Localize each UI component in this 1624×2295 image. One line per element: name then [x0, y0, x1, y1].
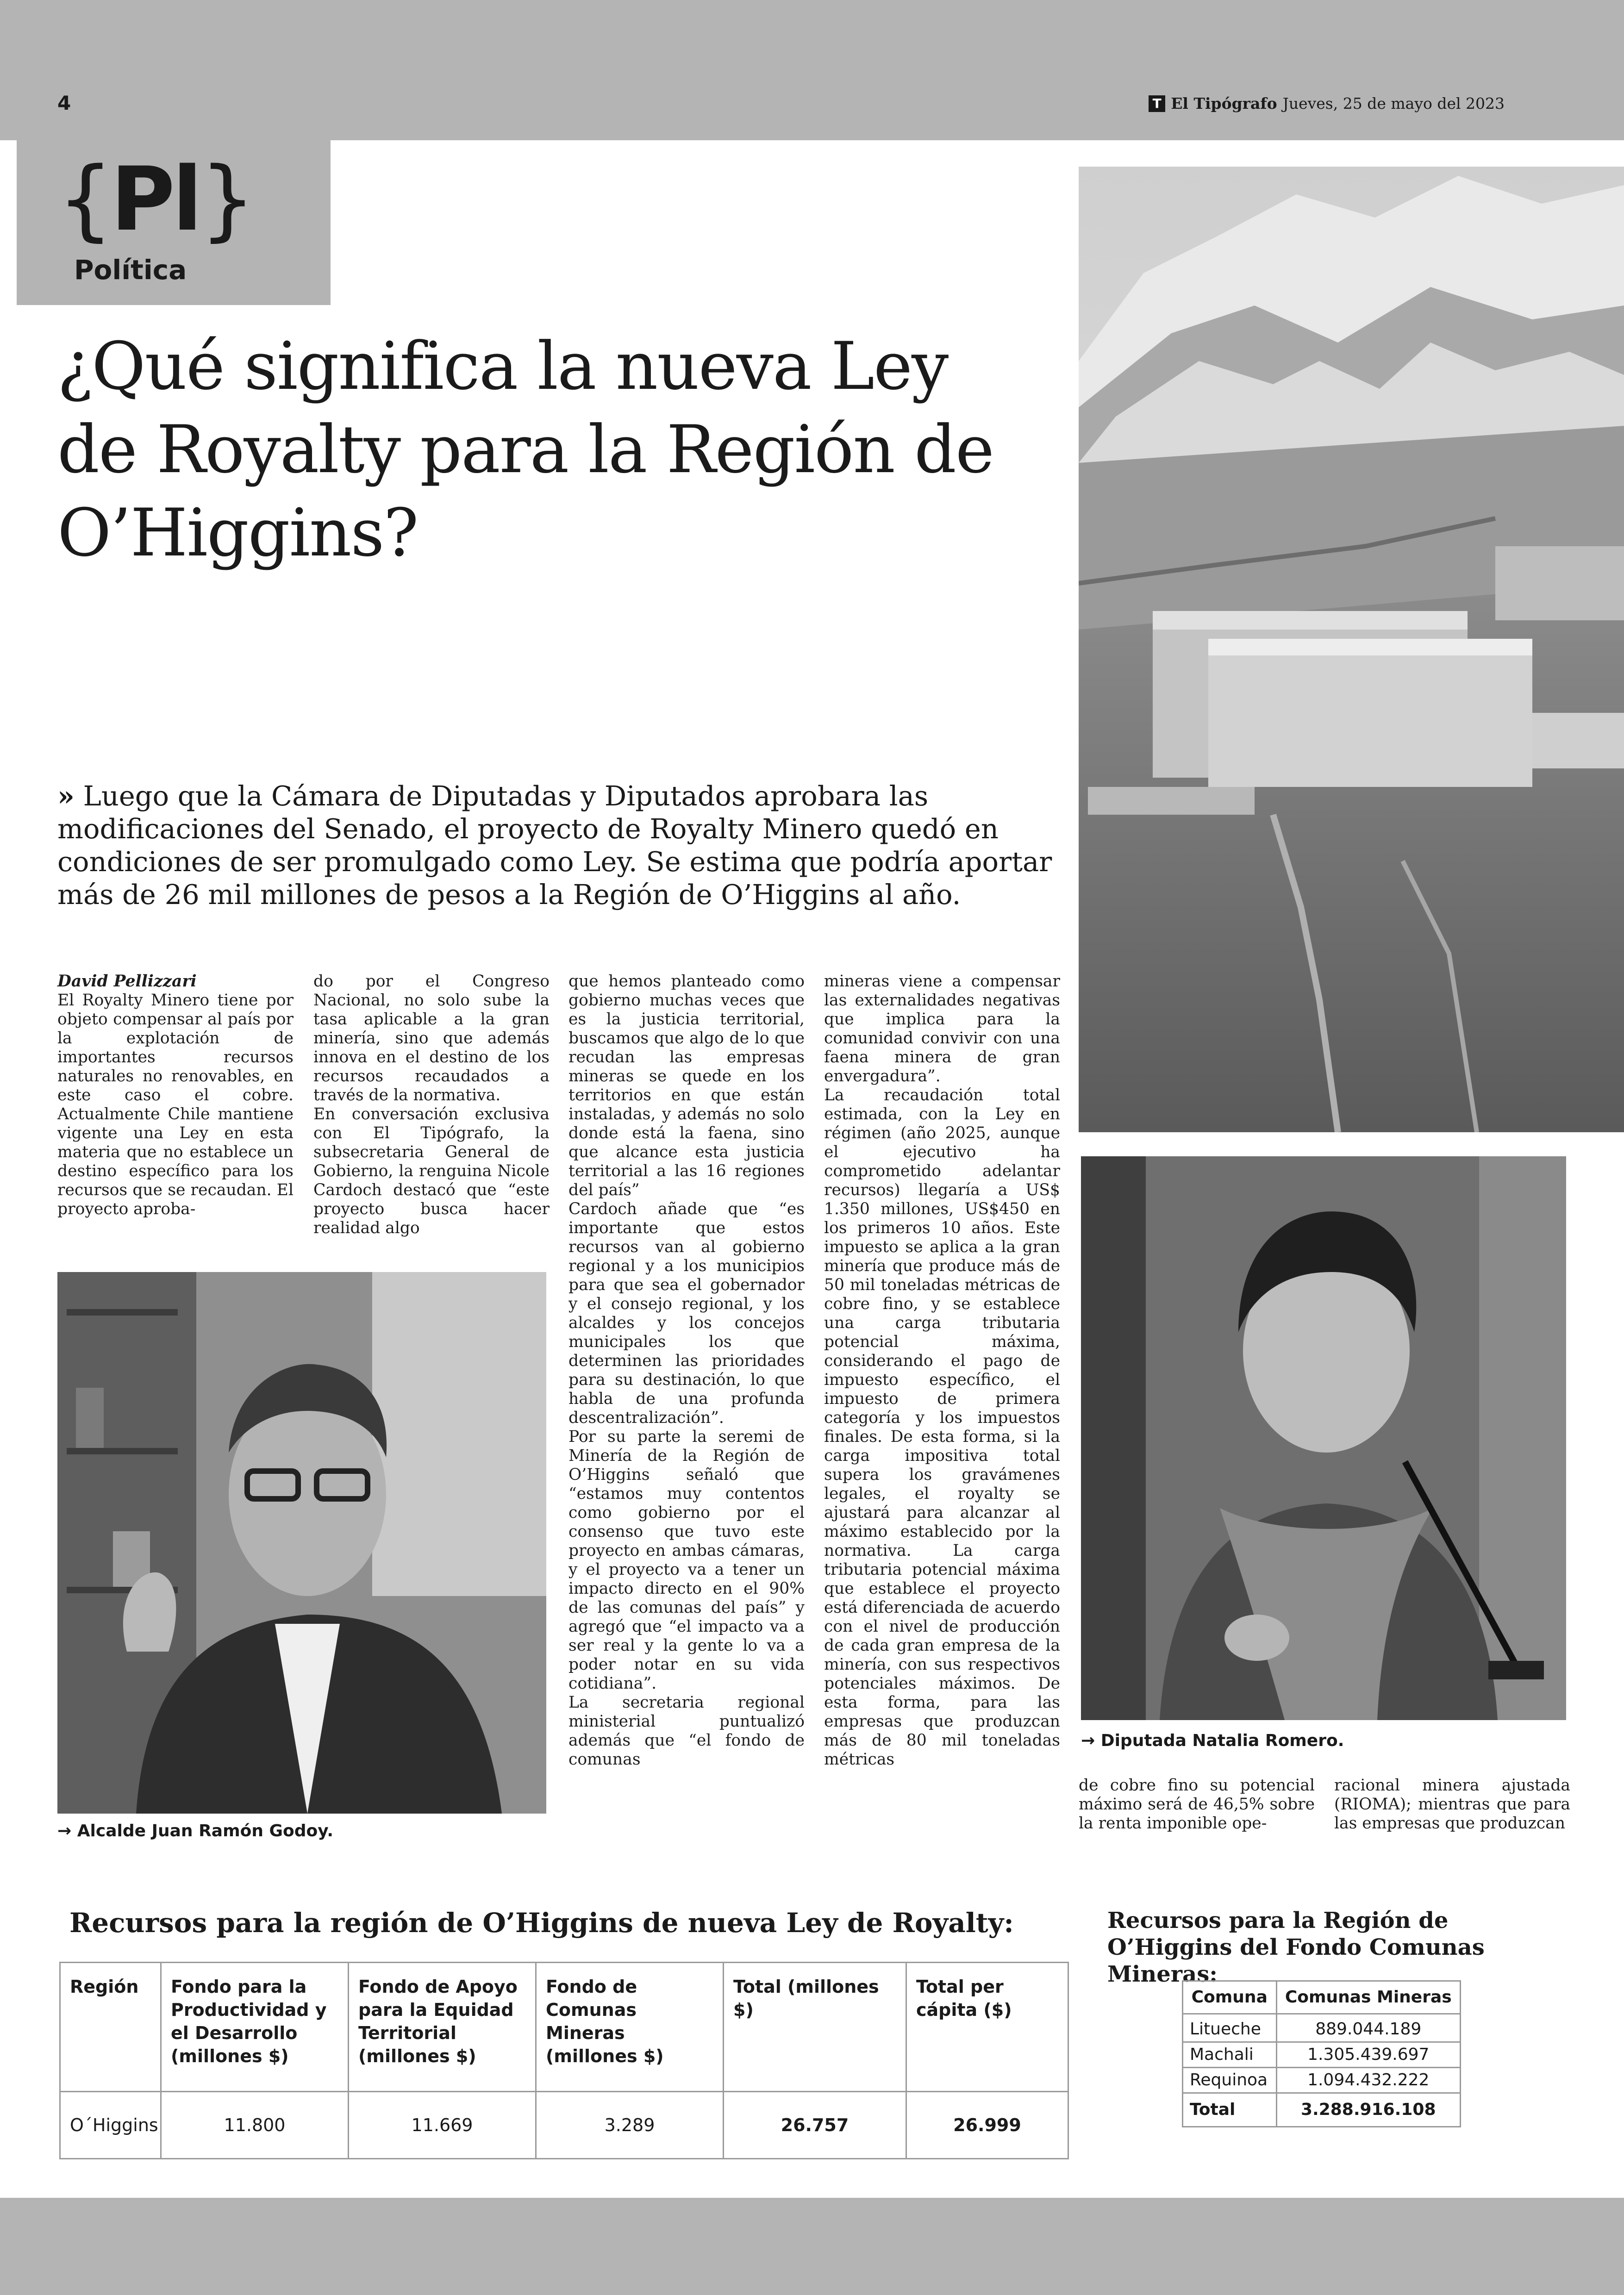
section-badge — [17, 140, 331, 305]
table-cell: 1.305.439.697 — [1276, 2042, 1461, 2068]
resources-table — [59, 1962, 1069, 2159]
table-header-cell: Fondo de Apoyo para la Equidad Territorial (millones $) — [349, 1963, 536, 2092]
newspaper-name: El Tipógrafo — [1171, 94, 1277, 112]
article-column-5 — [1079, 1776, 1315, 1833]
table-total-row — [1183, 2093, 1461, 2127]
table-cell: 889.044.189 — [1276, 2014, 1461, 2042]
table-cell: 26.999 — [906, 2092, 1068, 2159]
table-row — [1183, 2068, 1461, 2093]
table-header-row — [1183, 1981, 1461, 2014]
column-5-paragraph: de cobre fino su potencial máximo será de 46,5% sobre la renta imponible ope- — [1079, 1776, 1315, 1833]
article-column-2 — [313, 972, 550, 1238]
table-header-cell: Fondo para la Productividad y el Desarrollo (millones $) — [161, 1963, 349, 2092]
communes-table-title: Recursos para la Región de O’Higgins del Fondo Comunas Mineras: — [1107, 1908, 1485, 1987]
table-cell: 3.288.916.108 — [1276, 2093, 1461, 2127]
table-row — [60, 2092, 1068, 2159]
table-cell: Total — [1183, 2093, 1277, 2127]
mayor-photo — [57, 1272, 546, 1814]
table-cell: 11.800 — [161, 2092, 349, 2159]
article-column-6 — [1334, 1776, 1570, 1833]
column-2-paragraph: do por el Congreso Nacional, no solo sube la tasa aplicable a la gran minería, sino que además innova en el destino de los recursos recaudados a través de la normativa. — [313, 972, 550, 1104]
table-cell: Litueche — [1183, 2014, 1277, 2042]
article-column-3 — [568, 972, 805, 1769]
table-header-cell: Fondo de Comunas Mineras (millones $) — [536, 1963, 724, 2092]
masthead — [1149, 94, 1505, 112]
bottom-band — [0, 2198, 1624, 2295]
table-header-cell: Comunas Mineras — [1276, 1981, 1461, 2014]
communes-table — [1182, 1980, 1461, 2127]
newspaper-logo-icon: T — [1149, 95, 1165, 112]
column-3-paragraph: La secretaria regional ministerial puntualizó además que “el fondo de comunas — [568, 1693, 805, 1769]
section-label: Política — [74, 254, 187, 286]
table-header-cell: Comuna — [1183, 1981, 1277, 2014]
column-1-paragraph: El Royalty Minero tiene por objeto compensar al país por la explotación de importantes recursos naturales no renovables, en este caso el cobre. Actualmente Chile mantiene vigente una Ley en esta materia que no establece un destino específico para los recursos que se recaudan. El proyecto aproba- — [57, 991, 294, 1218]
table-header-cell: Región — [60, 1963, 161, 2092]
table-header-row — [60, 1963, 1068, 2092]
table-cell: Machali — [1183, 2042, 1277, 2068]
column-4-paragraph: mineras viene a compensar las externalidades negativas que implica para la comunidad convivir con una faena minera de gran envergadura”. — [824, 972, 1060, 1085]
table-row — [1183, 2042, 1461, 2068]
column-3-paragraph: que hemos planteado como gobierno muchas veces que es la justicia territorial, buscamos que algo de lo que recudan las empresas mineras se quede en los territorios en que están instaladas, y además no solo donde está la faena, sino que alcance esta justicia territorial a las 16 regiones del país” — [568, 972, 805, 1199]
section-code: {Pl} — [57, 148, 253, 250]
table-header-cell: Total per cápita ($) — [906, 1963, 1068, 2092]
table-cell: O´Higgins — [60, 2092, 161, 2159]
table-cell: Requinoa — [1183, 2068, 1277, 2093]
headline: ¿Qué significa la nueva Ley de Royalty para la Región de O’Higgins? — [57, 328, 993, 571]
article-column-4 — [824, 972, 1060, 1769]
mayor-caption: → Alcalde Juan Ramón Godoy. — [57, 1821, 334, 1840]
issue-date: Jueves, 25 de mayo del 2023 — [1282, 94, 1505, 112]
column-3-paragraph: Por su parte la seremi de Minería de la Región de O’Higgins señaló que “estamos muy contentos como gobierno por el consenso que tuvo este proyecto en ambas cámaras, y el proyecto va a tener un impacto directo en el 90% de las comunas del país” y agregó que “el impacto va a ser real y la gente lo va a poder notar en su vida cotidiana”. — [568, 1428, 805, 1693]
table-row — [1183, 2014, 1461, 2042]
table-header-cell: Total (millones $) — [724, 1963, 906, 2092]
table-cell: 3.289 — [536, 2092, 724, 2159]
table-cell: 11.669 — [349, 2092, 536, 2159]
top-band — [0, 0, 1624, 140]
article-author: David Pellizzari — [57, 972, 197, 991]
column-6-paragraph: racional minera ajustada (RIOMA); mientras que para las empresas que produzcan — [1334, 1776, 1570, 1833]
lead-paragraph — [57, 780, 1053, 911]
column-3-paragraph: Cardoch añade que “es importante que estos recursos van al gobierno regional y a los municipios para que sea el gobernador y el consejo regional, y los alcaldes y los concejos municipales los que determinen las prioridades para su destinación, lo que habla de una profunda descentralización”. — [568, 1200, 805, 1427]
mine-photo — [1079, 167, 1624, 1132]
lead-text: Luego que la Cámara de Diputadas y Diputados aprobara las modificaciones del Senado, el proyecto de Royalty Minero quedó en condiciones de ser promulgado como Ley. Se estima que podría aportar más de 26 mil millones de pesos a la Región de O’Higgins al año. — [57, 780, 1052, 911]
resources-table-title: Recursos para la región de O’Higgins de nueva Ley de Royalty: — [69, 1907, 1014, 1939]
page-number: 4 — [57, 92, 71, 114]
article-column-1 — [57, 972, 294, 1219]
column-4-paragraph: La recaudación total estimada, con la Ley en régimen (año 2025, aunque el ejecutivo ha comprometido adelantar recursos) llegaría a US$ 1.350 millones, US$450 en los primeros 10 años. Este impuesto se aplica a la gran minería que produce más de 50 mil toneladas métricas de cobre fino, y se establece una carga tributaria potencial máxima, considerando el pago de impuesto específico, el impuesto de primera categoría y los impuestos finales. De esta forma, si la carga impositiva total supera los gravámenes legales, el royalty se ajustará para alcanzar al máximo establecido por la normativa. La carga tributaria potencial máxima que establece el proyecto está diferenciada de acuerdo con el nivel de producción de cada gran empresa de la minería, con sus respectivos potenciales máximos. De esta forma, para las empresas que produzcan más de 80 mil toneladas métricas — [824, 1086, 1060, 1769]
table-cell: 26.757 — [724, 2092, 906, 2159]
lead-mark-icon: » — [57, 780, 75, 812]
deputy-caption: → Diputada Natalia Romero. — [1081, 1731, 1344, 1750]
deputy-photo — [1081, 1156, 1566, 1720]
table-cell: 1.094.432.222 — [1276, 2068, 1461, 2093]
column-2-paragraph: En conversación exclusiva con El Tipógrafo, la subsecretaria General de Gobierno, la renguina Nicole Cardoch destacó que “este proyecto busca hacer realidad algo — [313, 1105, 550, 1237]
